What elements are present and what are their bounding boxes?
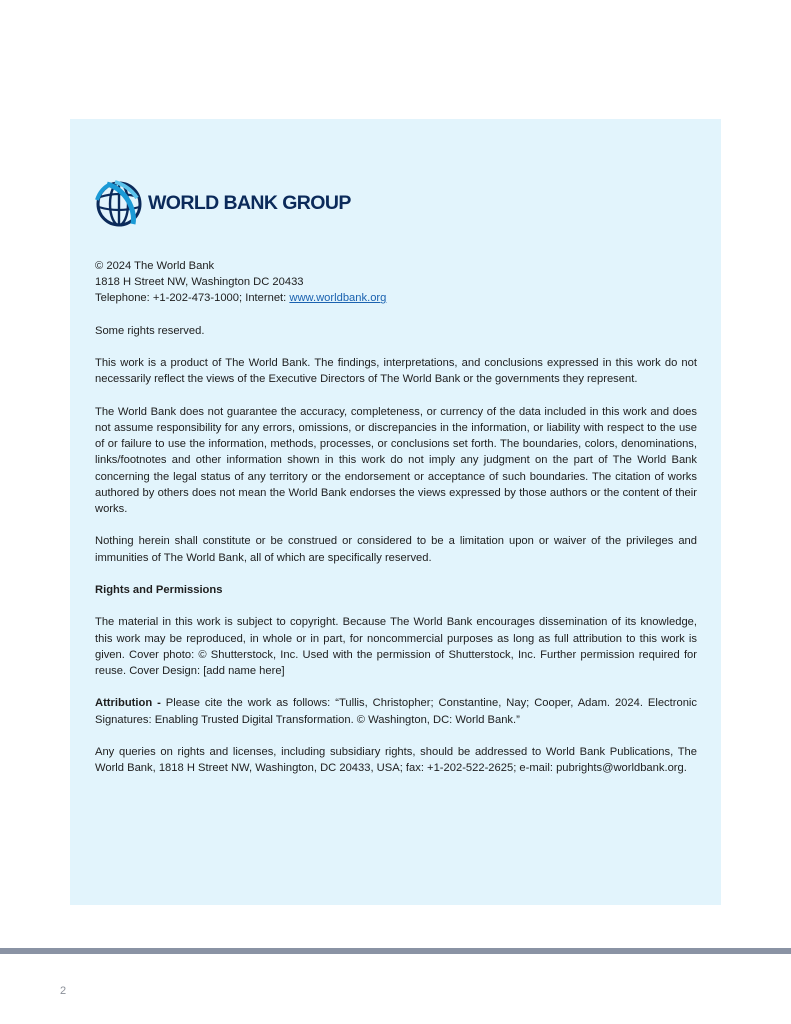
rights-reserved: Some rights reserved. (95, 324, 205, 337)
globe-icon (95, 180, 143, 228)
disclaimer-paragraph-3: Nothing herein shall constitute or be construed or considered to be a limitation upon or waiver of the privileges and immunities of The World Bank, all of which are specifically reserved. (95, 535, 697, 564)
logo-wordmark: WORLD BANK GROUP (148, 192, 351, 215)
attribution-label: Attribution - (95, 697, 166, 710)
disclaimer-paragraph-2: The World Bank does not guarantee the accuracy, completeness, or currency of the data included in this work and does not assume responsibility for any errors, omissions, or discrepancies in the information, or liability with respect to the use of or failure to use the information, methods, processes, or conclusions set forth. The boundaries, colors, denominations, links/footnotes and other information shown in this work do not imply any judgment on the part of The World Bank concerning the legal status of any territory or the endorsement or acceptance of such boundaries. The citation of works authored by others does not mean the World Bank endorses the views expressed by those authors or the content of their works. (95, 405, 697, 515)
contact-line: Telephone: +1-202-473-1000; Internet: (95, 292, 290, 305)
rights-paragraph: The material in this work is subject to copyright. Because The World Bank encourages dissemination of its knowledge, this work may be reproduced, in whole or in part, for noncommercial purposes as long as full attribution to this work is given. Cover photo: © Shutterstock, Inc. Used with the permission of Shutterstock, Inc. Further permission required for reuse. Cover Design: [add name here] (95, 616, 697, 677)
copyright-line: © 2024 The World Bank (95, 260, 215, 272)
copyright-content (95, 258, 697, 793)
page-number: 2 (60, 985, 67, 997)
street-address: 1818 H Street NW, Washington DC 20433 (95, 276, 304, 289)
copyright-panel (70, 119, 721, 905)
disclaimer-paragraph-1: This work is a product of The World Bank. The findings, interpretations, and conclusions expressed in this work do not necessarily reflect the views of the Executive Directors of The World Bank or the governments they represent. (95, 357, 697, 386)
footer-rule (0, 948, 791, 954)
address-block (95, 258, 697, 307)
queries-paragraph: Any queries on rights and licenses, including subsidiary rights, should be addressed to World Bank Publications, The World Bank, 1818 H Street NW, Washington, DC 20433, USA; fax: +1-202-522-2625; e-mail: pubrights@worldbank.org. (95, 745, 697, 775)
world-bank-group-logo (95, 179, 351, 229)
attribution-text: Please cite the work as follows: “Tullis, Christopher; Constantine, Nay; Cooper, Adam. 2024. Electronic Signatures: Enabling Trusted Digital Transformation. © Washington, DC: World Bank.” (95, 697, 698, 726)
attribution-paragraph (95, 695, 697, 727)
website-link[interactable]: www.worldbank.org (289, 292, 387, 305)
rights-heading: Rights and Permissions (95, 583, 223, 596)
